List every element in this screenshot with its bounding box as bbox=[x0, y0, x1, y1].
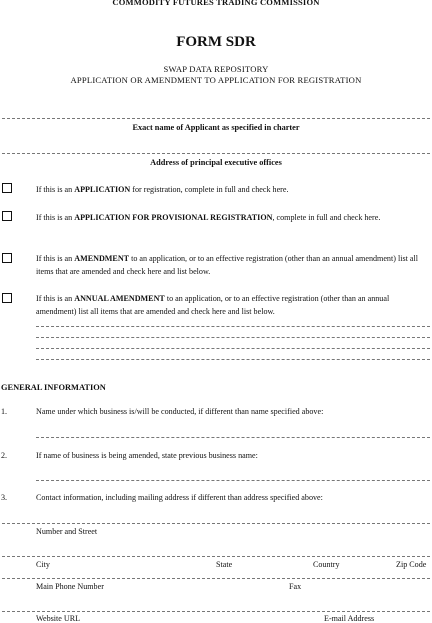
option-keyword: APPLICATION FOR PROVISIONAL REGISTRATION bbox=[74, 213, 273, 222]
applicant-name-line[interactable] bbox=[2, 118, 430, 119]
city-label: City bbox=[36, 560, 50, 569]
form-subtitle: SWAP DATA REPOSITORY bbox=[163, 64, 269, 74]
option-text: to an application, or to an effective registration (other than an annual amendment) list all items that are amended and check here and list below. bbox=[36, 254, 418, 276]
previous-name-line[interactable] bbox=[36, 480, 430, 481]
amended-items-line[interactable] bbox=[36, 348, 430, 349]
option-provisional-registration bbox=[36, 211, 428, 224]
website-label: Website URL bbox=[36, 614, 81, 623]
amended-items-line[interactable] bbox=[36, 337, 430, 338]
form-subtitle-2: APPLICATION OR AMENDMENT TO APPLICATION FOR REGISTRATION bbox=[70, 75, 362, 85]
website-line[interactable] bbox=[2, 611, 430, 612]
zip-label: Zip Code bbox=[396, 560, 427, 569]
provisional-registration-checkbox[interactable] bbox=[2, 211, 12, 221]
option-text: If this is an bbox=[36, 254, 75, 263]
option-text: to an application, or to an effective registration (other than an annual amendment) list all items that are amended and check here and list below. bbox=[36, 294, 390, 316]
previous-name-question: If name of business is being amended, state previous business name: bbox=[36, 451, 258, 460]
email-label: E-mail Address bbox=[324, 614, 375, 623]
general-information-heading: GENERAL INFORMATION bbox=[1, 383, 106, 392]
state-label: State bbox=[216, 560, 233, 569]
street-line[interactable] bbox=[2, 523, 430, 524]
amendment-checkbox[interactable] bbox=[2, 253, 12, 263]
option-text: , complete in full and check here. bbox=[272, 213, 381, 222]
option-text: for registration, complete in full and check here. bbox=[130, 185, 289, 194]
contact-info-question: Contact information, including mailing address if different than address specified above: bbox=[36, 493, 323, 502]
option-amendment bbox=[36, 252, 428, 278]
amended-items-line[interactable] bbox=[36, 326, 430, 327]
form-title: FORM SDR bbox=[176, 34, 256, 50]
option-text: If this is an bbox=[36, 185, 75, 194]
item-number: 1. bbox=[1, 407, 8, 416]
item-number: 2. bbox=[1, 451, 8, 460]
city-line[interactable] bbox=[2, 556, 430, 557]
business-name-line[interactable] bbox=[36, 437, 430, 438]
annual-amendment-checkbox[interactable] bbox=[2, 293, 12, 303]
amended-items-line[interactable] bbox=[36, 359, 430, 360]
applicant-name-label: Exact name of Applicant as specified in charter bbox=[132, 123, 300, 132]
item-number: 3. bbox=[1, 493, 8, 502]
business-name-question: Name under which business is/will be conducted, if different than name specified above: bbox=[36, 407, 324, 416]
agency-name: COMMODITY FUTURES TRADING COMMISSION bbox=[112, 0, 320, 7]
option-keyword: APPLICATION bbox=[74, 185, 131, 194]
fax-label: Fax bbox=[289, 582, 302, 591]
option-text: If this is an bbox=[36, 294, 75, 303]
country-label: Country bbox=[313, 560, 340, 569]
address-line[interactable] bbox=[2, 153, 430, 154]
street-label: Number and Street bbox=[36, 527, 98, 536]
option-annual-amendment bbox=[36, 292, 428, 318]
phone-line[interactable] bbox=[2, 578, 430, 579]
address-label: Address of principal executive offices bbox=[150, 158, 282, 167]
option-application bbox=[36, 183, 428, 196]
option-keyword: ANNUAL AMENDMENT bbox=[74, 294, 165, 303]
phone-label: Main Phone Number bbox=[36, 582, 104, 591]
option-keyword: AMENDMENT bbox=[74, 254, 130, 263]
option-text: If this is an bbox=[36, 213, 75, 222]
application-checkbox[interactable] bbox=[2, 183, 12, 193]
